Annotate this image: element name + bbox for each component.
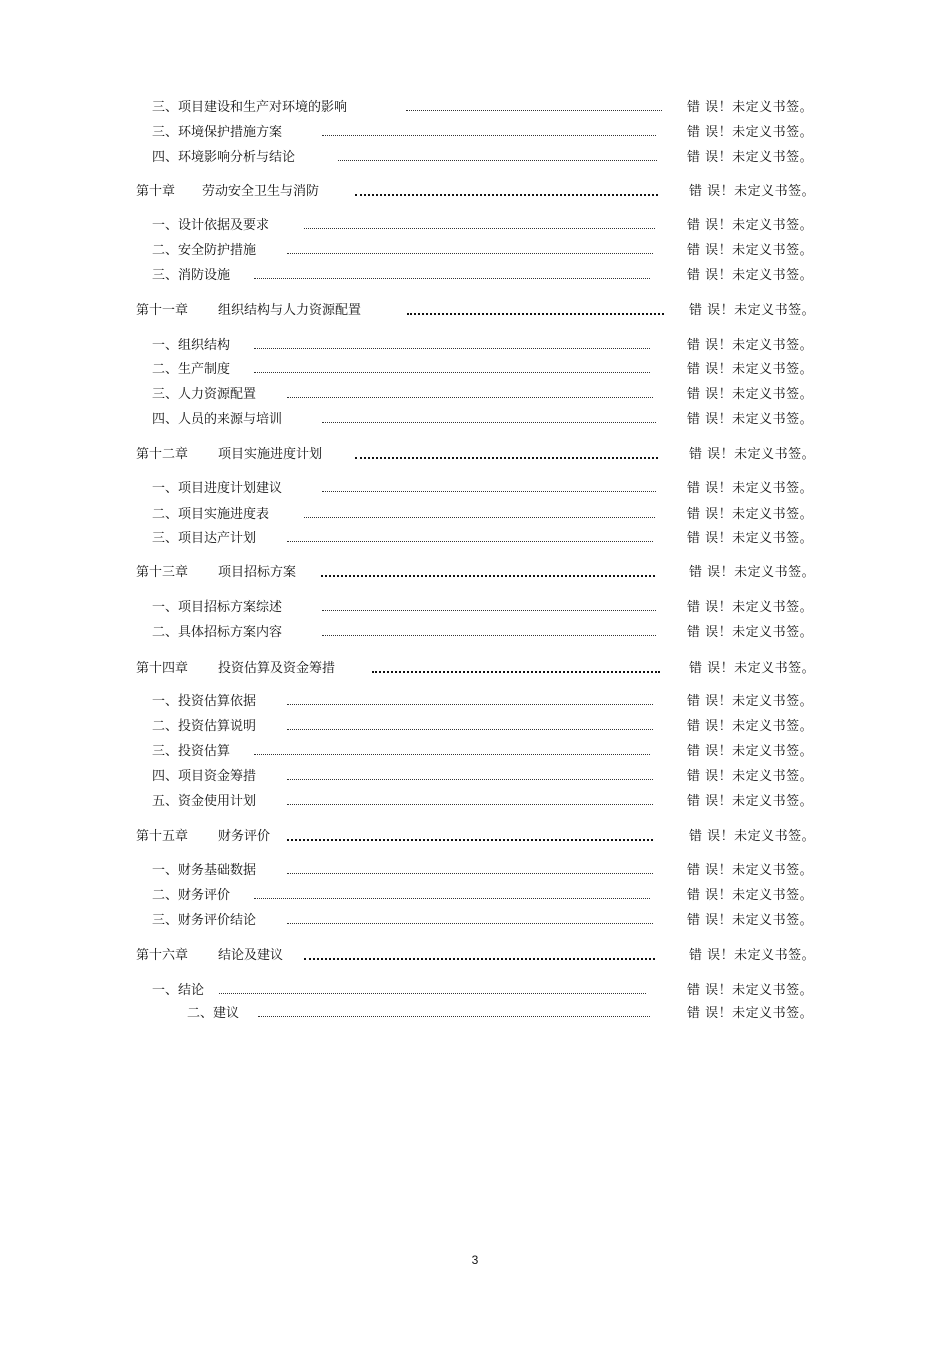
section-title: 一、投资估算依据 xyxy=(152,694,257,709)
section-title: 二、项目实施进度表 xyxy=(152,507,270,522)
toc-section-entry[interactable] xyxy=(0,96,950,120)
section-title: 五、资金使用计划 xyxy=(152,794,257,809)
page-reference-error: 错 误！未定义书签。 xyxy=(687,243,814,258)
dot-leader xyxy=(322,135,656,136)
section-title: 四、人员的来源与培训 xyxy=(152,412,283,427)
section-title: 二、具体招标方案内容 xyxy=(152,625,283,640)
toc-section-entry[interactable] xyxy=(0,1002,950,1026)
toc-chapter-entry[interactable] xyxy=(0,443,950,467)
page-reference-error: 错 误！未定义书签。 xyxy=(687,412,814,427)
section-title: 二、生产制度 xyxy=(152,362,231,377)
page-number: 3 xyxy=(471,1253,479,1267)
toc-section-entry[interactable] xyxy=(0,715,950,739)
toc-section-entry[interactable] xyxy=(0,596,950,620)
page-reference-error: 错 误！未定义书签。 xyxy=(689,565,816,580)
dot-leader xyxy=(254,348,650,349)
dot-leader xyxy=(322,422,656,423)
dot-leader xyxy=(355,194,658,196)
toc-section-entry[interactable] xyxy=(0,383,950,407)
dot-leader xyxy=(287,541,653,542)
page-reference-error: 错 误！未定义书签。 xyxy=(689,661,816,676)
page-reference-error: 错 误！未定义书签。 xyxy=(687,507,814,522)
section-title: 三、投资估算 xyxy=(152,744,231,759)
section-title: 三、财务评价结论 xyxy=(152,913,257,928)
section-title: 三、人力资源配置 xyxy=(152,387,257,402)
dot-leader xyxy=(258,1016,650,1017)
page-reference-error: 错 误！未定义书签。 xyxy=(687,600,814,615)
chapter-title: 组织结构与人力资源配置 xyxy=(218,303,362,318)
dot-leader xyxy=(304,228,655,229)
toc-section-entry[interactable] xyxy=(0,859,950,883)
toc-chapter-entry[interactable] xyxy=(0,944,950,968)
dot-leader xyxy=(287,729,653,730)
chapter-number: 第十章 xyxy=(136,184,176,199)
dot-leader xyxy=(322,491,656,492)
page-reference-error: 错 误！未定义书签。 xyxy=(687,625,814,640)
section-title: 二、安全防护措施 xyxy=(152,243,257,258)
section-title: 一、项目进度计划建议 xyxy=(152,481,283,496)
chapter-title: 结论及建议 xyxy=(218,948,284,963)
page-reference-error: 错 误！未定义书签。 xyxy=(689,948,816,963)
page-reference-error: 错 误！未定义书签。 xyxy=(689,303,816,318)
toc-section-entry[interactable] xyxy=(0,979,950,1003)
page-reference-error: 错 误！未定义书签。 xyxy=(687,863,814,878)
page-reference-error: 错 误！未定义书签。 xyxy=(687,694,814,709)
toc-section-entry[interactable] xyxy=(0,334,950,358)
toc-section-entry[interactable] xyxy=(0,740,950,764)
page-reference-error: 错 误！未定义书签。 xyxy=(687,338,814,353)
toc-section-entry[interactable] xyxy=(0,690,950,714)
dot-leader xyxy=(304,517,655,518)
chapter-number: 第十四章 xyxy=(136,661,189,676)
toc-chapter-entry[interactable] xyxy=(0,561,950,585)
toc-section-entry[interactable] xyxy=(0,408,950,432)
dot-leader xyxy=(287,253,653,254)
chapter-number: 第十二章 xyxy=(136,447,189,462)
section-title: 一、组织结构 xyxy=(152,338,231,353)
dot-leader xyxy=(321,575,655,577)
section-title: 三、项目达产计划 xyxy=(152,531,257,546)
toc-section-entry[interactable] xyxy=(0,621,950,645)
toc-chapter-entry[interactable] xyxy=(0,657,950,681)
section-title: 二、财务评价 xyxy=(152,888,231,903)
section-title: 四、项目资金筹措 xyxy=(152,769,257,784)
page-reference-error: 错 误！未定义书签。 xyxy=(687,531,814,546)
page-reference-error: 错 误！未定义书签。 xyxy=(687,481,814,496)
dot-leader xyxy=(304,958,655,960)
section-title: 三、项目建设和生产对环境的影响 xyxy=(152,100,348,115)
section-title: 二、建议 xyxy=(187,1006,240,1021)
dot-leader xyxy=(287,839,653,841)
dot-leader xyxy=(322,610,656,611)
page-reference-error: 错 误！未定义书签。 xyxy=(687,1006,814,1021)
dot-leader xyxy=(355,457,658,459)
page-reference-error: 错 误！未定义书签。 xyxy=(689,447,816,462)
section-title: 四、环境影响分析与结论 xyxy=(152,150,296,165)
chapter-number: 第十六章 xyxy=(136,948,189,963)
chapter-title: 项目实施进度计划 xyxy=(218,447,323,462)
page-reference-error: 错 误！未定义书签。 xyxy=(687,268,814,283)
page-reference-error: 错 误！未定义书签。 xyxy=(687,888,814,903)
page-reference-error: 错 误！未定义书签。 xyxy=(687,769,814,784)
toc-section-entry[interactable] xyxy=(0,264,950,288)
page-reference-error: 错 误！未定义书签。 xyxy=(687,100,814,115)
section-title: 二、投资估算说明 xyxy=(152,719,257,734)
page-reference-error: 错 误！未定义书签。 xyxy=(687,150,814,165)
page-reference-error: 错 误！未定义书签。 xyxy=(687,744,814,759)
dot-leader xyxy=(287,397,653,398)
chapter-number: 第十三章 xyxy=(136,565,189,580)
dot-leader xyxy=(287,923,653,924)
section-title: 三、环境保护措施方案 xyxy=(152,125,283,140)
section-title: 三、消防设施 xyxy=(152,268,231,283)
page-reference-error: 错 误！未定义书签。 xyxy=(689,829,816,844)
dot-leader xyxy=(287,804,653,805)
section-title: 一、结论 xyxy=(152,983,205,998)
dot-leader xyxy=(407,313,664,315)
chapter-title: 投资估算及资金筹措 xyxy=(218,661,336,676)
dot-leader xyxy=(406,110,662,111)
section-title: 一、财务基础数据 xyxy=(152,863,257,878)
page-reference-error: 错 误！未定义书签。 xyxy=(687,719,814,734)
toc-section-entry[interactable] xyxy=(0,121,950,145)
toc-chapter-entry[interactable] xyxy=(0,825,950,849)
dot-leader xyxy=(287,704,653,705)
toc-section-entry[interactable] xyxy=(0,909,950,933)
dot-leader xyxy=(254,372,650,373)
dot-leader xyxy=(322,635,656,636)
dot-leader xyxy=(372,671,660,673)
toc-section-entry[interactable] xyxy=(0,765,950,789)
page-reference-error: 错 误！未定义书签。 xyxy=(687,218,814,233)
toc-section-entry[interactable] xyxy=(0,146,950,170)
dot-leader xyxy=(287,779,653,780)
section-title: 一、设计依据及要求 xyxy=(152,218,270,233)
toc-chapter-entry[interactable] xyxy=(0,299,950,323)
toc-section-entry[interactable] xyxy=(0,477,950,501)
toc-section-entry[interactable] xyxy=(0,527,950,551)
chapter-title: 财务评价 xyxy=(218,829,271,844)
page-reference-error: 错 误！未定义书签。 xyxy=(689,184,816,199)
toc-section-entry[interactable] xyxy=(0,790,950,814)
toc-section-entry[interactable] xyxy=(0,358,950,382)
chapter-number: 第十一章 xyxy=(136,303,189,318)
dot-leader xyxy=(219,993,646,994)
toc-chapter-entry[interactable] xyxy=(0,180,950,204)
chapter-number: 第十五章 xyxy=(136,829,189,844)
page-reference-error: 错 误！未定义书签。 xyxy=(687,387,814,402)
chapter-title: 项目招标方案 xyxy=(218,565,297,580)
chapter-title: 劳动安全卫生与消防 xyxy=(202,184,320,199)
dot-leader xyxy=(254,898,650,899)
dot-leader xyxy=(254,278,650,279)
toc-section-entry[interactable] xyxy=(0,884,950,908)
page-reference-error: 错 误！未定义书签。 xyxy=(687,125,814,140)
page-reference-error: 错 误！未定义书签。 xyxy=(687,794,814,809)
page-reference-error: 错 误！未定义书签。 xyxy=(687,983,814,998)
section-title: 一、项目招标方案综述 xyxy=(152,600,283,615)
page-reference-error: 错 误！未定义书签。 xyxy=(687,362,814,377)
toc-section-entry[interactable] xyxy=(0,503,950,527)
page-reference-error: 错 误！未定义书签。 xyxy=(687,913,814,928)
dot-leader xyxy=(254,754,650,755)
dot-leader xyxy=(338,160,657,161)
toc-section-entry[interactable] xyxy=(0,239,950,263)
dot-leader xyxy=(287,873,653,874)
toc-section-entry[interactable] xyxy=(0,214,950,238)
